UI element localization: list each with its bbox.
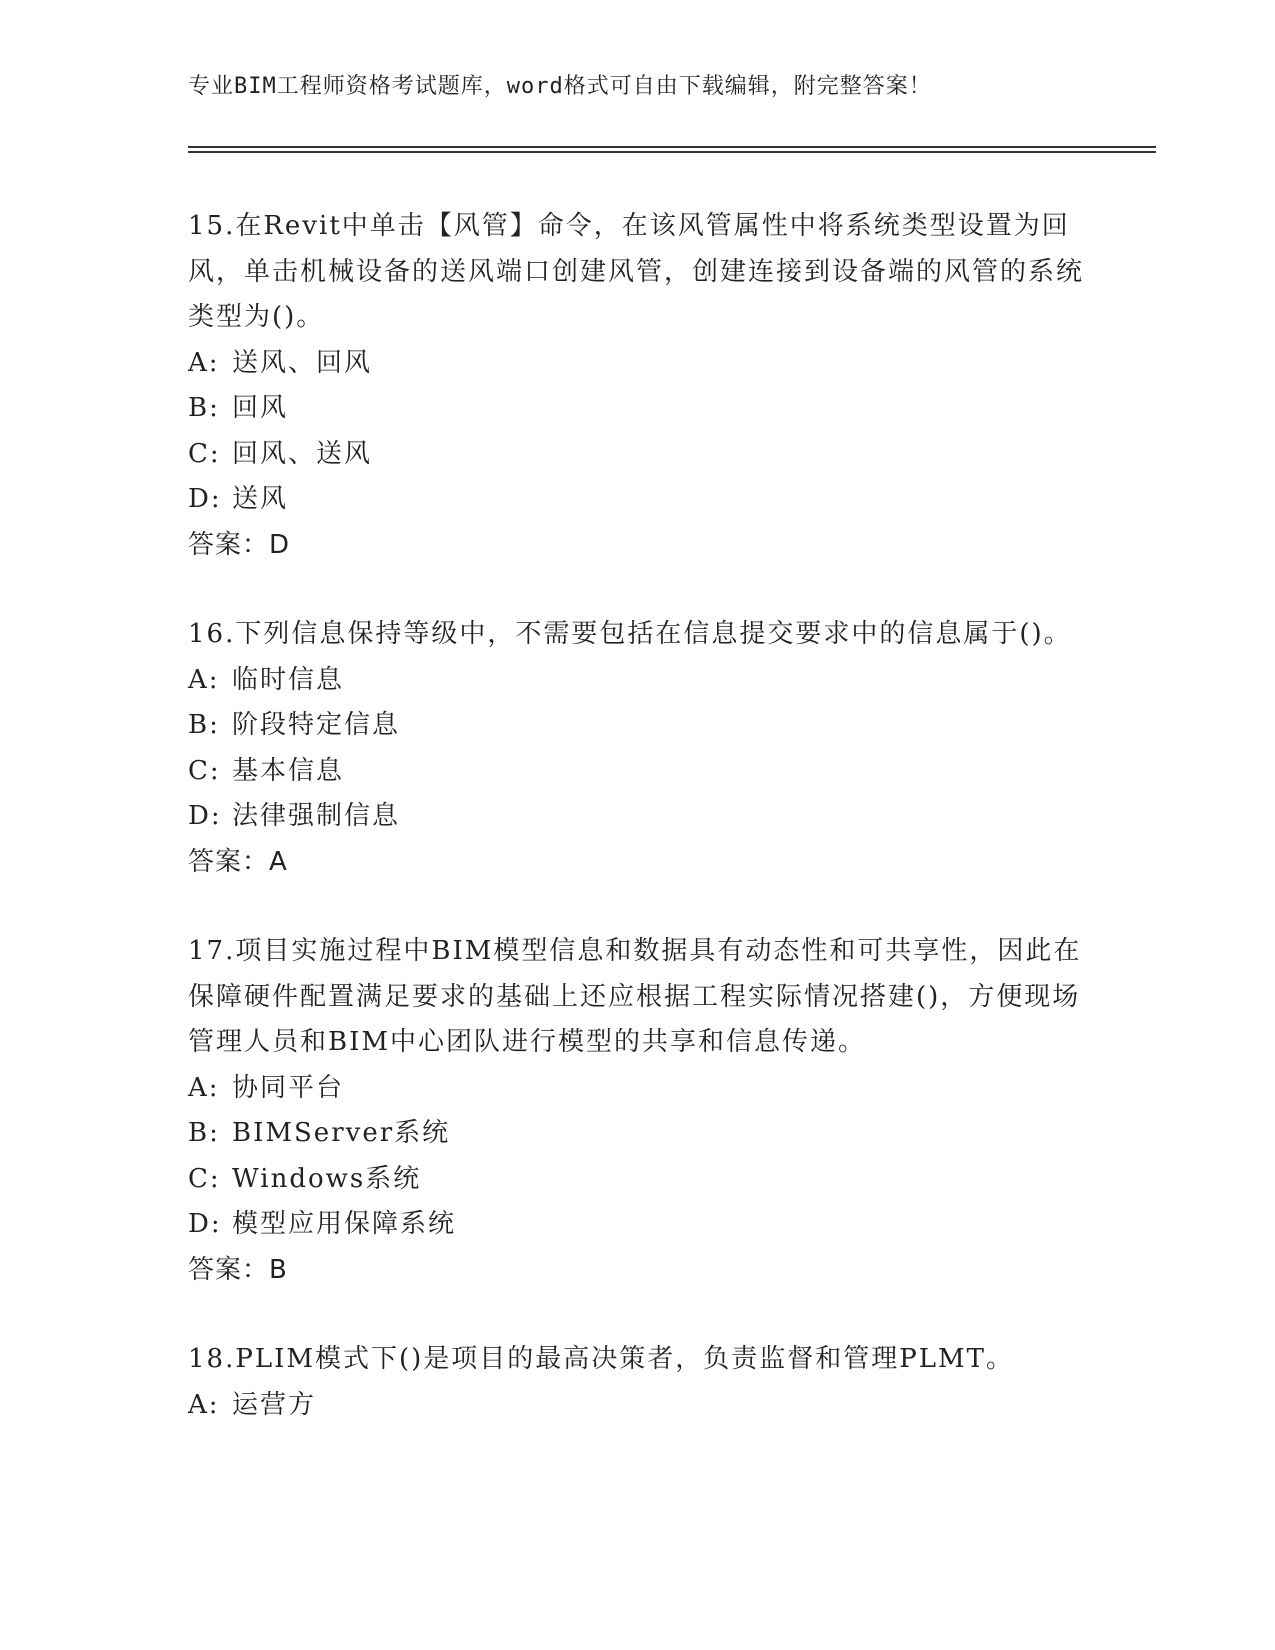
question-15: [188, 204, 1088, 568]
option-letter: A:: [188, 1389, 220, 1420]
question-text: 18.PLIM模式下()是项目的最高决策者，负责监督和管理PLMT。: [188, 1344, 1015, 1374]
question-16: [188, 612, 1088, 885]
option-letter: B:: [188, 710, 220, 740]
option-text: 临时信息: [232, 664, 345, 695]
option-text: 阶段特定信息: [232, 710, 401, 740]
question-text: 16.下列信息保持等级中，不需要包括在信息提交要求中的信息属于()。: [188, 619, 1072, 649]
option-text: 送风: [232, 484, 289, 514]
question-text: 17.项目实施过程中BIM模型信息和数据具有动态性和可共享性，因此在保障硬件配置满足要求的基础上还应根据工程实际情况搭建()，方便现场管理人员和BIM中心团队进行模型的共享和信息传递。: [188, 936, 1082, 1057]
option-text: 基本信息: [232, 755, 345, 786]
option-b: [188, 1111, 1088, 1157]
option-letter: A:: [188, 664, 220, 695]
option-c: [188, 749, 1088, 795]
option-text: Windows系统: [232, 1163, 422, 1194]
option-b: [188, 386, 1088, 432]
option-c: [188, 1157, 1088, 1203]
option-letter: C:: [188, 755, 221, 786]
option-text: 模型应用保障系统: [232, 1209, 457, 1239]
option-letter: A:: [188, 1072, 220, 1103]
option-a: [188, 1066, 1088, 1112]
question-text: 15.在Revit中单击【风管】命令，在该风管属性中将系统类型设置为回风，单击机械设备的送风端口创建风管，创建连接到设备端的风管的系统类型为()。: [188, 211, 1085, 332]
answer-label: 答案：B: [188, 1254, 288, 1285]
option-d: [188, 794, 1088, 840]
option-text: BIMServer系统: [232, 1118, 451, 1148]
option-letter: A:: [188, 347, 220, 378]
question-list: [188, 204, 1088, 1472]
option-c: [188, 432, 1088, 478]
option-letter: B:: [188, 1118, 220, 1148]
option-letter: D:: [188, 484, 222, 514]
question-17: [188, 929, 1088, 1293]
option-text: 回风: [232, 393, 289, 423]
option-letter: D:: [188, 801, 222, 831]
page-header: 专业BIM工程师资格考试题库，word格式可自由下载编辑，附完整答案！: [188, 74, 932, 99]
answer-label: 答案：A: [188, 846, 288, 877]
option-a: [188, 341, 1088, 387]
option-letter: C:: [188, 1163, 221, 1194]
option-text: 回风、送风: [232, 438, 373, 469]
option-text: 运营方: [232, 1389, 317, 1420]
option-d: [188, 1202, 1088, 1248]
option-a: [188, 1383, 1088, 1429]
option-letter: D:: [188, 1209, 222, 1239]
option-d: [188, 477, 1088, 523]
option-letter: B:: [188, 393, 220, 423]
option-text: 法律强制信息: [232, 801, 401, 831]
answer-label: 答案：D: [188, 529, 291, 560]
option-a: [188, 658, 1088, 704]
option-text: 送风、回风: [232, 347, 373, 378]
option-text: 协同平台: [232, 1072, 345, 1103]
option-b: [188, 703, 1088, 749]
header-divider: [188, 146, 1156, 153]
question-18: [188, 1337, 1088, 1428]
option-letter: C:: [188, 438, 221, 469]
